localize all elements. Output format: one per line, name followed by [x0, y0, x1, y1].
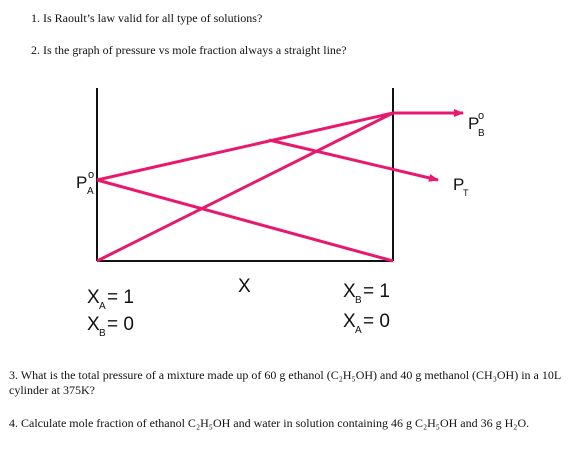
pa-superscript: o — [88, 169, 95, 181]
pb-superscript: o — [478, 110, 485, 122]
pa-subscript: A — [87, 186, 94, 197]
question-4: 4. Calculate mole fraction of ethanol C₂H₅OH and water in solution containing 46 g C₂H₅OH and 36 g H₂O. — [9, 416, 530, 430]
question-2: 2. Is the graph of pressure vs mole fraction always a straight line? — [31, 43, 347, 57]
right-xa-subscript: A — [355, 325, 362, 336]
pb-subscript: B — [478, 128, 485, 139]
right-xb-label: X — [343, 281, 356, 302]
right-xb-value: = 1 — [363, 281, 390, 302]
pt-label: P — [453, 175, 465, 194]
left-xb-value: = 0 — [107, 314, 134, 335]
left-xa-value: = 1 — [107, 287, 134, 308]
pt-subscript: T — [463, 188, 469, 198]
middle-x-label: X — [238, 276, 251, 297]
question-1: 1. Is Raoult’s law valid for all type of solutions? — [31, 11, 263, 25]
right-xa-value: = 0 — [363, 311, 390, 332]
pa-partial-pressure-line — [97, 180, 393, 261]
pt-arrow — [269, 140, 438, 180]
left-xb-subscript: B — [99, 328, 106, 339]
pb-label: P — [468, 114, 480, 133]
left-xa-subscript: A — [99, 301, 106, 312]
total-pressure-line — [97, 113, 393, 180]
pa-label: P — [76, 173, 88, 192]
question-3: 3. What is the total pressure of a mixture made up of 60 g ethanol (C₂H₅OH) and 40 g methanol (CH₃OH) in a 10L cylinder at 375K? — [9, 368, 561, 397]
right-xb-subscript: B — [355, 295, 362, 306]
right-xa-label: X — [343, 311, 356, 332]
left-xa-label: X — [87, 287, 100, 308]
pb-partial-pressure-line — [97, 113, 393, 261]
left-xb-label: X — [87, 314, 100, 335]
